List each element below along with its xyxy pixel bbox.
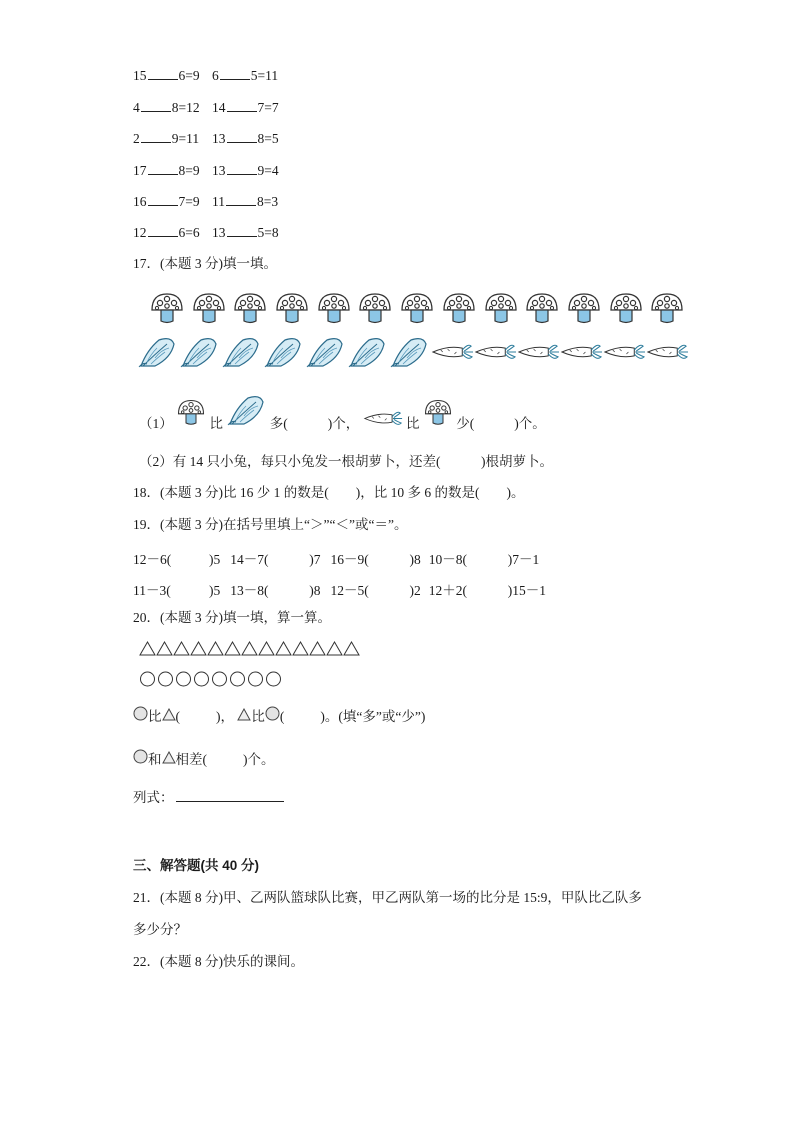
q20-line1 <box>133 705 425 725</box>
triangle-icon <box>241 641 258 660</box>
and-word: 和 <box>148 752 162 767</box>
formula-blank[interactable] <box>176 789 284 802</box>
circle-icon <box>265 706 280 725</box>
vegetable-row <box>137 334 689 374</box>
cabbage-icon <box>305 334 345 374</box>
exercise-a: 2 9=11 <box>133 131 200 146</box>
exercise-row <box>133 67 278 85</box>
carrot-icon <box>560 342 603 366</box>
operator-blank[interactable] <box>220 67 250 80</box>
exercise-b: 6 5=11 <box>212 68 279 83</box>
triangle-icon <box>156 641 173 660</box>
unit-word: )个。 <box>243 752 275 767</box>
operator-blank[interactable] <box>226 193 256 206</box>
paren-close: )， <box>216 709 234 724</box>
compare-word: 比 <box>148 709 162 724</box>
operator-blank[interactable] <box>148 162 178 175</box>
triangle-icon <box>162 751 176 768</box>
triangle-icon <box>309 641 326 660</box>
exercise-a: 12 6=6 <box>133 225 200 240</box>
circle-icon <box>175 671 193 691</box>
compare-word: 比 <box>251 709 265 724</box>
compare-left: 14－7( <box>230 552 269 567</box>
unit-word: )个。 <box>514 416 546 431</box>
formula-label: 列式： <box>133 790 174 805</box>
triangle-icon <box>237 708 251 725</box>
cabbage-icon <box>389 334 429 374</box>
compare-right: )15－1 <box>507 583 546 598</box>
circle-icon <box>211 671 229 691</box>
section-3-heading: 三、解答题(共 40 分) <box>133 858 260 873</box>
q22-text: 22．(本题 8 分)快乐的课间。 <box>133 954 304 969</box>
mushroom-icon <box>483 291 519 331</box>
mushroom-icon <box>274 291 310 331</box>
cabbage-icon <box>221 334 261 374</box>
exercise-b: 13 8=5 <box>212 131 279 146</box>
operator-blank[interactable] <box>148 67 178 80</box>
exercise-b: 14 7=7 <box>212 100 279 115</box>
circle-icon <box>133 749 148 768</box>
triangle-icon <box>258 641 275 660</box>
compare-right: )5 <box>209 552 221 567</box>
compare-left: 11－3( <box>133 583 171 598</box>
unit-word: )个， <box>327 416 360 431</box>
mushroom-icon <box>232 291 268 331</box>
less-word: 少( <box>456 416 475 431</box>
cabbage-icon <box>179 334 219 374</box>
q20-title: 20．(本题 3 分)填一填，算一算。 <box>133 610 331 625</box>
cabbage-icon <box>263 334 303 374</box>
compare-left: 10－8( <box>428 552 467 567</box>
triangle-icon <box>207 641 224 660</box>
carrot-icon <box>431 342 474 366</box>
q17-title: 17．(本题 3 分)填一填。 <box>133 256 277 271</box>
mushroom-icon <box>524 291 560 331</box>
exercise-row <box>133 130 279 148</box>
operator-blank[interactable] <box>227 162 257 175</box>
exercise-a: 16 7=9 <box>133 194 200 209</box>
mushroom-icon <box>399 291 435 331</box>
differ-word: 相差( <box>175 752 207 767</box>
exercise-b: 11 8=3 <box>212 194 279 209</box>
mushroom-row <box>149 291 691 331</box>
carrot-icon <box>517 342 560 366</box>
triangle-icon <box>224 641 241 660</box>
compare-left: 16－9( <box>330 552 369 567</box>
compare-right: )8 <box>409 552 421 567</box>
compare-right: )8 <box>309 583 321 598</box>
compare-right: )5 <box>209 583 221 598</box>
triangle-icon <box>275 641 292 660</box>
triangle-icon <box>173 641 190 660</box>
compare-word: 比 <box>209 416 223 431</box>
q17-sub1 <box>139 392 546 432</box>
exercise-a: 4 8=12 <box>133 100 200 115</box>
cabbage-icon <box>226 392 266 432</box>
circle-row <box>139 671 283 691</box>
carrot-icon <box>646 342 689 366</box>
triangle-icon <box>139 641 156 660</box>
triangle-icon <box>190 641 207 660</box>
q21-text-line2: 多少分？ <box>133 922 187 937</box>
compare-row-1 <box>133 548 539 568</box>
triangle-icon <box>343 641 360 660</box>
exercise-b: 13 5=8 <box>212 225 279 240</box>
cabbage-icon <box>137 334 177 374</box>
compare-row-2 <box>133 579 546 599</box>
mushroom-icon <box>191 291 227 331</box>
compare-right: )7－1 <box>507 552 540 567</box>
mushroom-icon <box>357 291 393 331</box>
q20-line2 <box>133 748 275 768</box>
exercise-row <box>133 224 279 242</box>
mushroom-icon <box>649 291 685 331</box>
q20-formula <box>133 786 284 806</box>
circle-icon <box>229 671 247 691</box>
operator-blank[interactable] <box>227 99 257 112</box>
circle-icon <box>139 671 157 691</box>
circle-icon <box>133 706 148 725</box>
triangle-row <box>139 641 360 660</box>
operator-blank[interactable] <box>227 130 257 143</box>
compare-right: )7 <box>309 552 321 567</box>
circle-icon <box>193 671 211 691</box>
mushroom-icon <box>608 291 644 331</box>
compare-word: 比 <box>406 416 420 431</box>
triangle-icon <box>162 708 176 725</box>
compare-left: 12－6( <box>133 552 172 567</box>
mushroom-icon <box>316 291 352 331</box>
mushroom-icon <box>441 291 477 331</box>
q18-text: 18．(本题 3 分)比 16 少 1 的数是( )，比 10 多 6 的数是( )。 <box>133 485 525 500</box>
operator-blank[interactable] <box>141 130 171 143</box>
mushroom-icon <box>149 291 185 331</box>
exercise-b: 13 9=4 <box>212 163 279 178</box>
circle-icon <box>265 671 283 691</box>
mushroom-icon <box>566 291 602 331</box>
carrot-icon <box>363 409 403 432</box>
sub-number: （1） <box>139 416 173 431</box>
exercise-row <box>133 162 279 180</box>
exercise-row <box>133 99 279 117</box>
triangle-icon <box>292 641 309 660</box>
circle-icon <box>247 671 265 691</box>
operator-blank[interactable] <box>148 193 178 206</box>
operator-blank[interactable] <box>141 99 171 112</box>
operator-blank[interactable] <box>148 224 178 237</box>
q21-text-line1: 21．(本题 8 分)甲、乙两队篮球队比赛，甲乙两队第一场的比分是 15:9，甲队比乙队多 <box>133 890 642 905</box>
exercise-a: 15 6=9 <box>133 68 200 83</box>
paren-close: )。(填“多”或“少”) <box>320 709 426 724</box>
compare-left: 12－5( <box>330 583 369 598</box>
cabbage-icon <box>347 334 387 374</box>
compare-left: 13－8( <box>230 583 269 598</box>
circle-icon <box>157 671 175 691</box>
exercise-a: 17 8=9 <box>133 163 200 178</box>
compare-right: )2 <box>409 583 421 598</box>
paren-open: ( <box>279 709 285 724</box>
paren-open: ( <box>175 709 180 724</box>
operator-blank[interactable] <box>227 224 257 237</box>
more-word: 多( <box>269 416 288 431</box>
compare-left: 12＋2( <box>428 583 467 598</box>
carrot-icon <box>474 342 517 366</box>
mushroom-icon <box>176 398 206 432</box>
q17-sub2: （2）有 14 只小兔，每只小兔发一根胡萝卜，还差( )根胡萝卜。 <box>139 454 553 469</box>
q19-title: 19．(本题 3 分)在括号里填上“＞”“＜”或“＝”。 <box>133 517 408 532</box>
triangle-icon <box>326 641 343 660</box>
mushroom-icon <box>423 398 453 432</box>
carrot-icon <box>603 342 646 366</box>
exercise-row <box>133 193 278 211</box>
